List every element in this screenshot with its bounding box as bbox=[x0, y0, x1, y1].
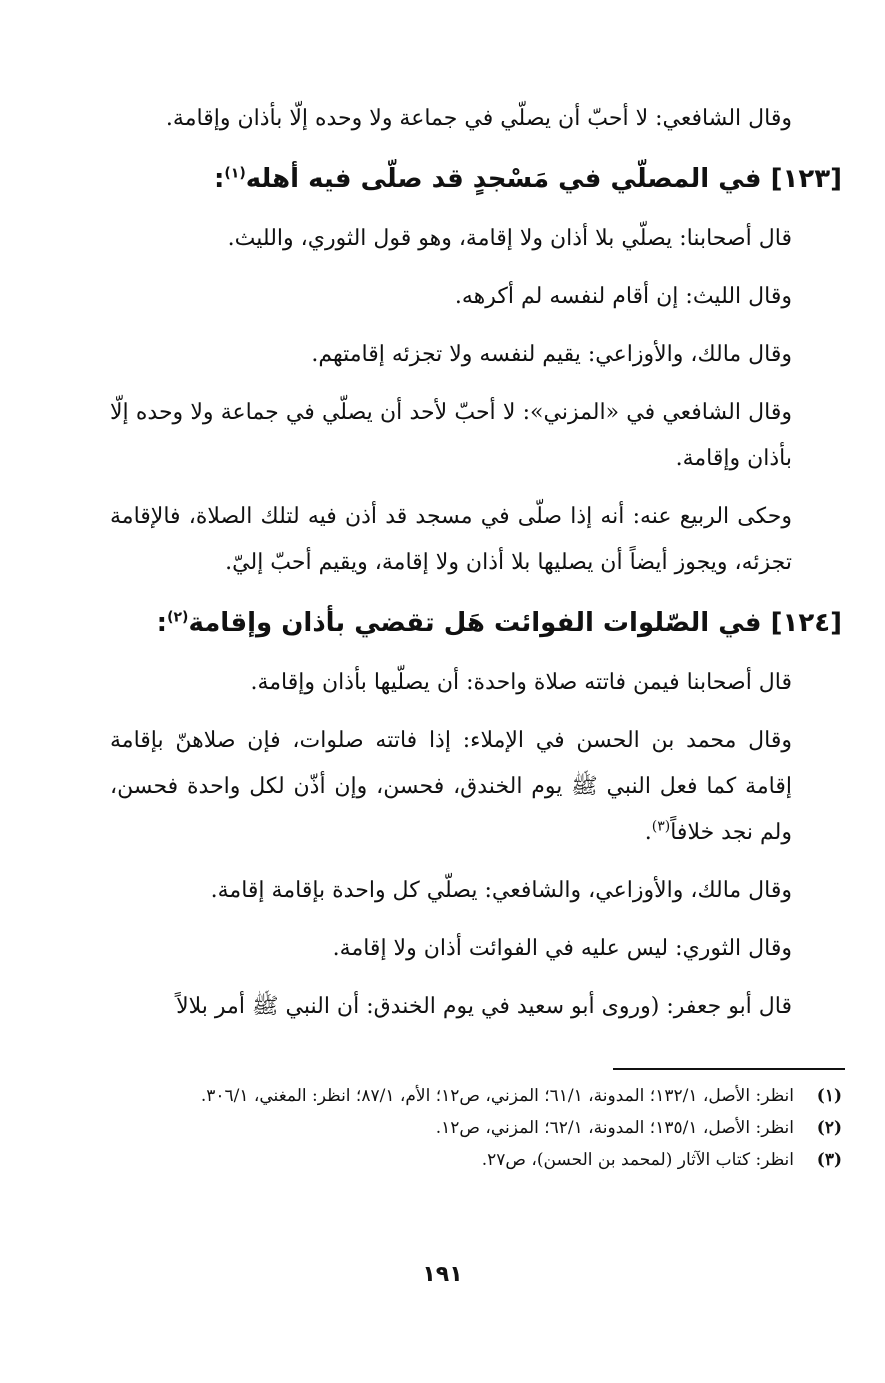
footnote-ref: (٢) bbox=[167, 609, 189, 626]
paragraph-text: وقال الثوري: ليس عليه في الفوائت أذان ولا إقامة. bbox=[332, 936, 792, 961]
paragraph-layth bbox=[110, 274, 842, 320]
section-title: في المصلّي في مَسْجدٍ قد صلّى فيه أهله bbox=[245, 164, 762, 194]
paragraph-text: وقال الليث: إن أقام لنفسه لم أكرهه. bbox=[454, 284, 792, 309]
section-title: في الصّلوات الفوائت هَل تقضي بأذان وإقامة bbox=[188, 608, 762, 638]
footnote-text: انظر: كتاب الآثار (لمحمد بن الحسن)، ص٢٧. bbox=[481, 1150, 794, 1170]
footnote-text: انظر: الأصل، ١٣٢/١؛ المدونة، ٦١/١؛ المزني، ص١٢؛ الأم، ٨٧/١؛ انظر: المغني، ٣٠٦/١. bbox=[200, 1086, 794, 1106]
section-number: [١٢٣] bbox=[770, 164, 842, 194]
section-heading-123 bbox=[110, 154, 842, 204]
paragraph-malik-awzai bbox=[110, 332, 842, 378]
paragraph-text: وحكى الربيع عنه: أنه إذا صلّى في مسجد قد أذن فيه لتلك الصلاة، فالإقامة تجزئه، ويجوز أيضاً أن يصليها بلا أذان ولا إقامة، ويقيم أحبّ إليّ. bbox=[110, 504, 792, 575]
footnote-1 bbox=[110, 1080, 842, 1112]
footnotes bbox=[110, 1080, 842, 1176]
paragraph-end: . bbox=[644, 820, 652, 845]
section-heading-124 bbox=[110, 598, 842, 648]
paragraph-text: قال أصحابنا فيمن فاتته صلاة واحدة: أن يصلّيها بأذان وإقامة. bbox=[250, 670, 792, 695]
paragraph-text: وقال محمد بن الحسن في الإملاء: إذا فاتته صلوات، فإن صلاهنّ بإقامة إقامة كما فعل النبي ﷺ يوم الخندق، فحسن، وإن أذّن لكل واحدة فحسن، ولم نجد خلافاً bbox=[110, 728, 792, 845]
paragraph-text: وقال الشافعي: لا أحبّ أن يصلّي في جماعة ولا وحده إلّا بأذان وإقامة. bbox=[165, 106, 792, 131]
paragraph-malik-awzai-shafii bbox=[110, 868, 842, 914]
paragraph-text: وقال الشافعي في «المزني»: لا أحبّ لأحد أن يصلّي في جماعة ولا وحده إلّا بأذان وإقامة. bbox=[110, 400, 792, 471]
page-number: ١٩١ bbox=[422, 1262, 463, 1287]
paragraph-muhammad-ibn-hasan bbox=[110, 718, 842, 856]
main-text bbox=[110, 96, 842, 1042]
footnote-marker: (١) bbox=[816, 1086, 842, 1106]
footnote-ref: (١) bbox=[224, 165, 246, 182]
heading-colon: : bbox=[213, 164, 225, 194]
paragraph-shafii-no-adhan bbox=[110, 96, 842, 142]
paragraph-text: قال أصحابنا: يصلّي بلا أذان ولا إقامة، وهو قول الثوري، والليث. bbox=[227, 226, 792, 251]
paragraph-single-missed-prayer bbox=[110, 660, 842, 706]
paragraph-text: وقال مالك، والأوزاعي، والشافعي: يصلّي كل واحدة بإقامة إقامة. bbox=[210, 878, 792, 903]
footnote-2 bbox=[110, 1112, 842, 1144]
heading-colon: : bbox=[156, 608, 168, 638]
paragraph-rabi bbox=[110, 494, 842, 586]
footnote-marker: (٣) bbox=[816, 1150, 842, 1170]
paragraph-text: وقال مالك، والأوزاعي: يقيم لنفسه ولا تجزئه إقامتهم. bbox=[311, 342, 792, 367]
footnote-separator bbox=[613, 1068, 845, 1070]
footnote-ref: (٣) bbox=[651, 818, 671, 835]
paragraph-ashabuna bbox=[110, 216, 842, 262]
paragraph-abu-jafar bbox=[110, 984, 842, 1030]
paragraph-shafii-muzani bbox=[110, 390, 842, 482]
section-number: [١٢٤] bbox=[770, 608, 842, 638]
footnote-marker: (٢) bbox=[816, 1118, 842, 1138]
footnote-text: انظر: الأصل، ١٣٥/١؛ المدونة، ٦٢/١؛ المزني، ص١٢. bbox=[435, 1118, 794, 1138]
paragraph-thawri bbox=[110, 926, 842, 972]
paragraph-text: قال أبو جعفر: (وروى أبو سعيد في يوم الخندق: أن النبي ﷺ أمر بلالاً bbox=[176, 994, 792, 1019]
footnote-3 bbox=[110, 1144, 842, 1176]
